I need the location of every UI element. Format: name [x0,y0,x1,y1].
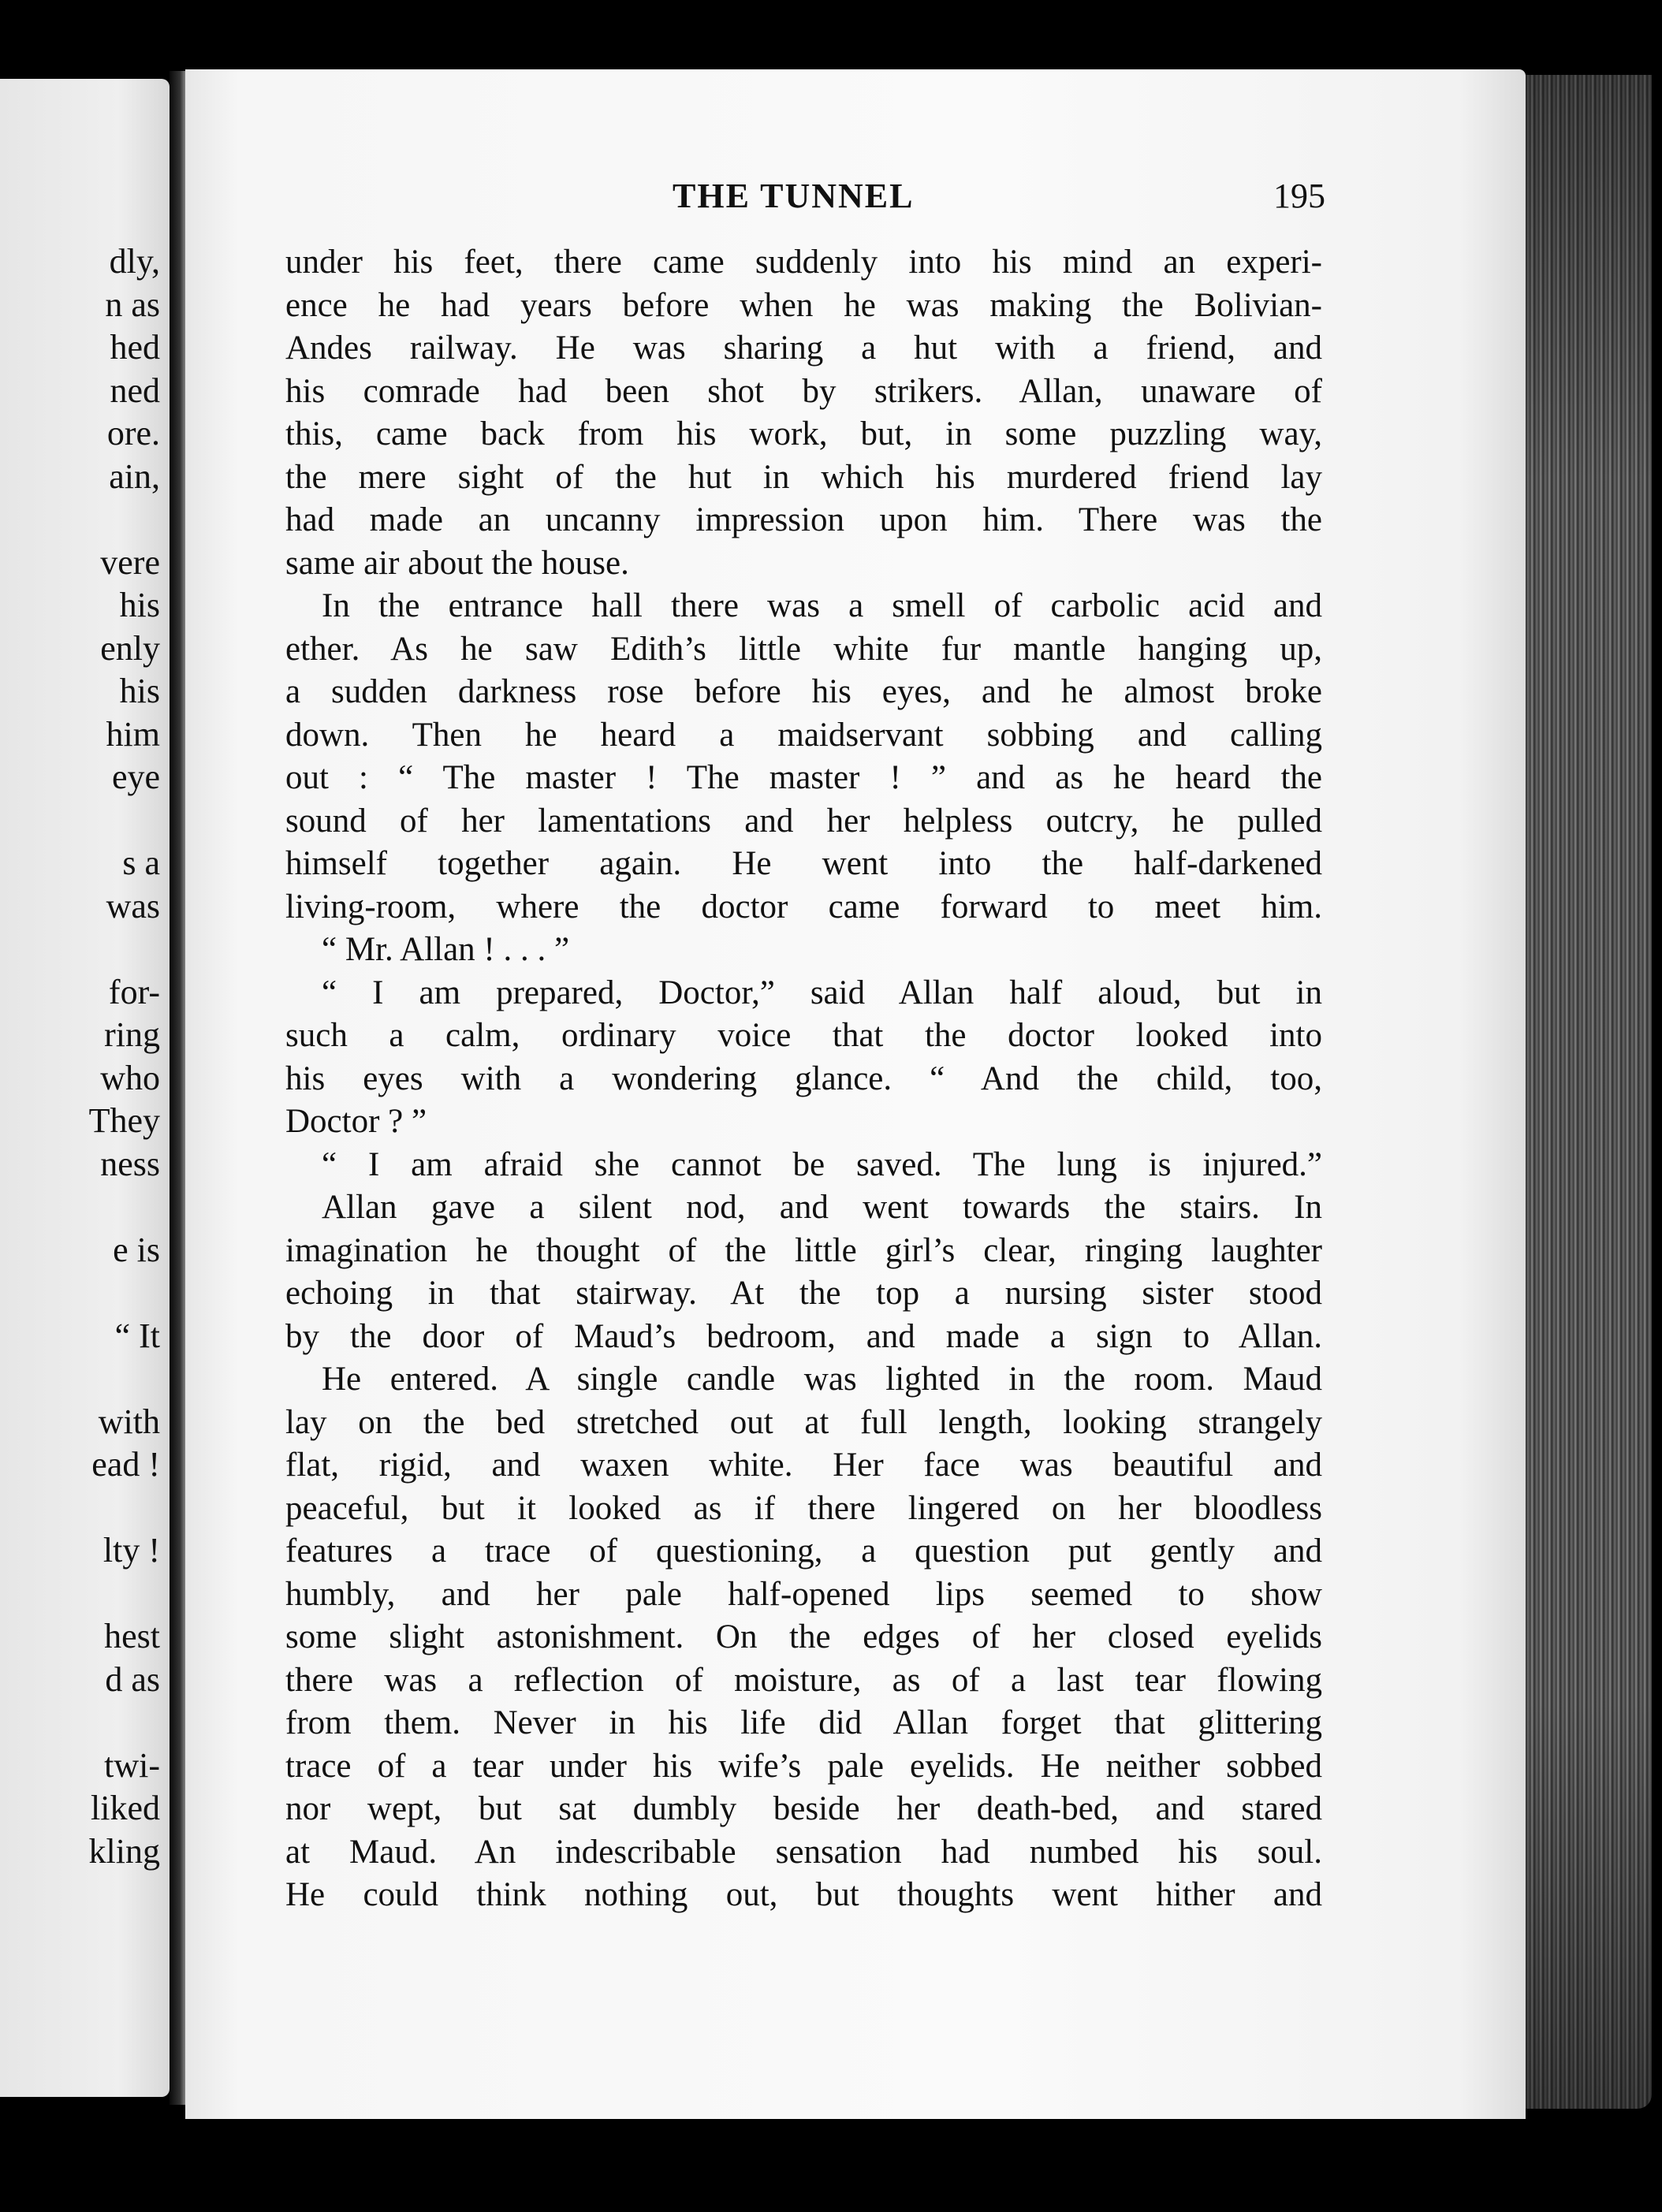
previous-page-fragment [0,79,170,2097]
text-line: sound of her lamentations and her helpless outcry, he pulled [285,802,1322,840]
book-page [185,69,1526,2119]
previous-page-fragment-line: liked [91,1789,160,1827]
previous-page-fragment-line: was [106,886,160,925]
text-line: his eyes with a wondering glance. “ And the child, too, [285,1059,1322,1097]
text-line: at Maud. An indescribable sensation had numbed his soul. [285,1833,1322,1871]
text-line: himself together again. He went into the half-darkened [285,845,1322,882]
text-line: down. Then he heard a maidservant sobbing and calling [285,716,1322,754]
text-line: lay on the bed stretched out at full length, looking strangely [285,1403,1322,1441]
text-line: echoing in that stairway. At the top a nursing sister stood [285,1275,1322,1312]
previous-page-fragment-line: ness [100,1144,160,1183]
text-line: such a calm, ordinary voice that the doctor looked into [285,1017,1322,1054]
text-line: features a trace of questioning, a question put gently and [285,1532,1322,1570]
previous-page-fragment-line: ned [110,371,160,410]
text-line: his comrade had been shot by strikers. Allan, unaware of [285,372,1322,410]
previous-page-fragment-line: ore. [106,414,160,452]
paragraph-start-line: “ I am afraid she cannot be saved. The lung is injured.” [322,1145,1322,1183]
text-line: there was a reflection of moisture, as of a last tear flowing [285,1661,1322,1699]
previous-page-fragment-line: his [119,672,160,710]
page-edges-shadow [1526,75,1652,2109]
text-line: by the door of Maud’s bedroom, and made a sign to Allan. [285,1317,1322,1355]
previous-page-fragment-line: n as [105,285,160,324]
text-line: under his feet, there came suddenly into his mind an experi- [285,244,1322,281]
body-text [285,241,1322,1917]
previous-page-fragment-line: kling [88,1831,160,1871]
paragraph-start-line: “ Mr. Allan ! . . . ” [322,931,570,968]
previous-page-fragment-line: hest [104,1617,160,1655]
text-line: nor wept, but sat dumbly beside her death-bed, and stared [285,1790,1322,1827]
previous-page-fragment-line: hed [110,328,160,367]
previous-page-fragment-line: “ It [114,1316,160,1355]
text-line: the mere sight of the hut in which his murdered friend lay [285,458,1322,496]
text-line: He could think nothing out, but thoughts went hither and [285,1876,1322,1913]
text-line: out : “ The master ! The master ! ” and as he heard the [285,759,1322,796]
text-line: living-room, where the doctor came forward to meet him. [285,888,1322,925]
text-line: flat, rigid, and waxen white. Her face was beautiful and [285,1447,1322,1484]
text-line: ether. As he saw Edith’s little white fur mantle hanging up, [285,630,1322,668]
running-title: THE TUNNEL [673,177,915,215]
previous-page-fragment-line: ain, [109,456,160,496]
text-line: imagination he thought of the little girl’s clear, ringing laughter [285,1231,1322,1269]
previous-page-fragment-line: him [106,714,160,754]
text-line: same air about the house. [285,544,629,582]
previous-page-fragment-line: d as [105,1659,160,1699]
previous-page-fragment-line: who [100,1058,160,1097]
previous-page-fragment-line: for- [108,972,160,1011]
text-line: peaceful, but it looked as if there lingered on her bloodless [285,1489,1322,1527]
running-head [185,176,1526,223]
paragraph-start-line: Allan gave a silent nod, and went towards the stairs. In [322,1189,1322,1226]
text-line: ence he had years before when he was making the Bolivian- [285,286,1322,324]
text-line: Andes railway. He was sharing a hut with a friend, and [285,330,1322,367]
text-line: humbly, and her pale half-opened lips seemed to show [285,1575,1322,1613]
text-line: from them. Never in his life did Allan forget that glittering [285,1704,1322,1741]
page-number: 195 [1273,177,1325,215]
previous-page-fragment-line: ead ! [91,1445,160,1484]
previous-page-fragment-line: twi- [104,1745,160,1785]
previous-page-fragment-line: eye [111,758,160,796]
previous-page-fragment-line: e is [113,1230,160,1269]
previous-page-fragment-line: ring [104,1015,160,1054]
paragraph-start-line: He entered. A single candle was lighted in the room. Maud [322,1361,1322,1398]
text-line: Doctor ? ” [285,1103,427,1140]
text-line: trace of a tear under his wife’s pale eyelids. He neither sobbed [285,1747,1322,1785]
text-line: some slight astonishment. On the edges of her closed eyelids [285,1618,1322,1655]
previous-page-fragment-line: enly [100,628,160,668]
previous-page-fragment-line: lty ! [102,1531,160,1570]
previous-page-fragment-line: They [88,1101,160,1140]
previous-page-fragment-line: with [98,1402,160,1441]
text-line: had made an uncanny impression upon him. There was the [285,501,1322,538]
book-gutter [170,71,187,2105]
paragraph-start-line: In the entrance hall there was a smell of carbolic acid and [322,587,1322,624]
paragraph-start-line: “ I am prepared, Doctor,” said Allan half aloud, but in [322,974,1322,1011]
previous-page-fragment-line: vere [100,542,160,582]
text-line: this, came back from his work, but, in some puzzling way, [285,415,1322,452]
previous-page-fragment-line: dly, [109,242,160,281]
previous-page-fragment-line: s a [122,843,160,882]
text-line: a sudden darkness rose before his eyes, and he almost broke [285,673,1322,710]
previous-page-fragment-line: his [119,586,160,624]
